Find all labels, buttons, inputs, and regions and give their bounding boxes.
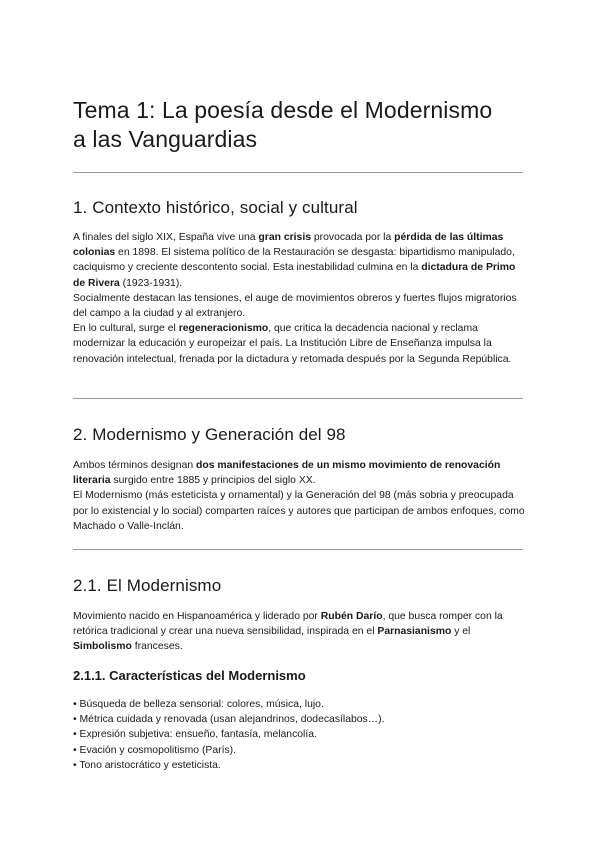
- section-2-1-1-heading: 2.1.1. Características del Modernismo: [73, 668, 306, 683]
- section-1-paragraph-2: Socialmente destacan las tensiones, el auge de movimientos obreros y fuertes flujos migratorios del campo a la ciudad y al extranjero.: [73, 292, 517, 320]
- divider: [73, 549, 523, 550]
- document-title: [73, 96, 543, 154]
- section-1-paragraph-1: A finales del siglo XIX, España vive una gran crisis provocada por la pérdida de las últimas colonias en 1898. El sistema político de la Restauración se desgasta: bipartidismo manipulado, caciquismo y creciente descontento social. Esta inestabilidad culmina en la dictadura de Primo de Rivera (1923-1931).: [73, 232, 516, 289]
- divider: [73, 398, 523, 399]
- section-2-paragraph-2: El Modernismo (más esteticista y ornamental) y la Generación del 98 (más sobria y preocupada por lo existencial y lo social) comparten raíces y autores que participan de ambos enfoques, como Machado o Valle-Inclán.: [73, 490, 525, 532]
- section-2-1-heading: 2.1. El Modernismo: [73, 576, 222, 595]
- characteristics-list: [73, 697, 528, 773]
- list-item: • Tono aristocrático y esteticista.: [73, 759, 221, 771]
- section-1-body: [73, 230, 528, 367]
- section-2-body: [73, 458, 528, 534]
- list-item: • Búsqueda de belleza sensorial: colores, música, lujo.: [73, 699, 324, 710]
- list-item: • Evación y cosmopolitismo (París).: [73, 744, 237, 756]
- section-1-paragraph-3: En lo cultural, surge el regeneracionismo, que critica la decadencia nacional y reclama modernizar la educación y europeizar el país. La Institución Libre de Enseñanza impulsa la renovación intelectual, frenada por la dictadura y retomada después por la Segunda República.: [73, 323, 512, 365]
- section-2-1-body: [73, 609, 528, 655]
- section-2-paragraph-1: Ambos términos designan dos manifestaciones de un mismo movimiento de renovación literaria surgido entre 1885 y principios del siglo XX.: [73, 460, 501, 487]
- section-2-heading: 2. Modernismo y Generación del 98: [73, 425, 346, 444]
- title-line-2: a las Vanguardias: [73, 126, 258, 152]
- section-2-1-paragraph-1: Movimiento nacido en Hispanoamérica y liderado por Rubén Darío, que busca romper con la retórica tradicional y crear una nueva sensibilidad, inspirada en el Parnasianismo y el Simbolismo franceses.: [73, 611, 503, 653]
- list-item: • Métrica cuidada y renovada (usan alejandrinos, dodecasílabos…).: [73, 714, 385, 726]
- title-line-1: Tema 1: La poesía desde el Modernismo: [73, 97, 493, 123]
- divider: [73, 172, 523, 173]
- section-1-heading: 1. Contexto histórico, social y cultural: [73, 198, 358, 217]
- list-item: • Expresión subjetiva: ensueño, fantasía, melancolía.: [73, 729, 317, 741]
